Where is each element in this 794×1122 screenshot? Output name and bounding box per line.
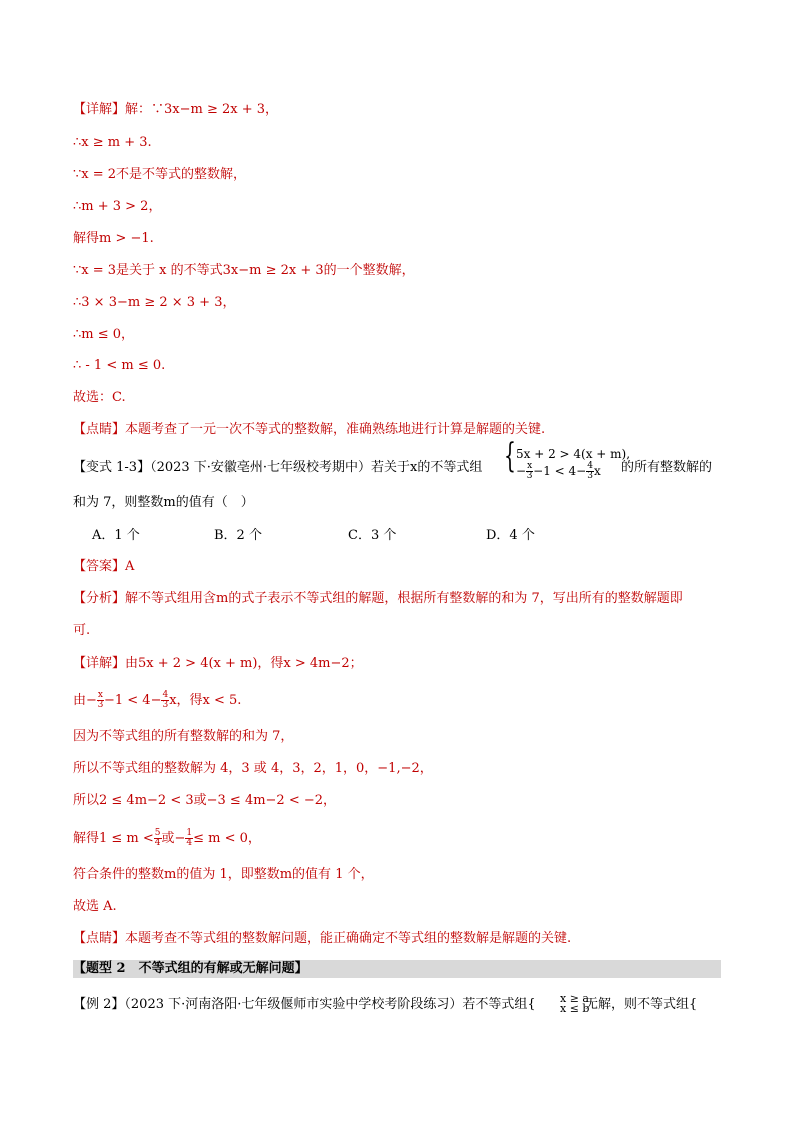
section-title: 【题型 2 不等式组的有解或无解问题】 xyxy=(73,961,308,976)
solution1-line-2: ∴x ≥ m + 3. xyxy=(73,135,152,150)
option-d: D．4 个 xyxy=(486,528,535,543)
answer-line: 【答案】A xyxy=(73,559,135,574)
detail-line-3: 因为不等式组的所有整数解的和为 7， xyxy=(73,729,294,744)
solution1-line-8: ∴m ≤ 0， xyxy=(73,327,135,342)
example2-eq-1: x ≥ a xyxy=(560,992,589,1005)
detail-line-6: 解得1 ≤ m < $\frac{5}{4}$ 或− $\frac{1}{4}$ ≤ m < 0， xyxy=(73,828,261,848)
option-a: A．1 个 xyxy=(92,528,140,543)
analysis-line-1: 【分析】解不等式组用含m的式子表示不等式组的解题，根据所有整数解的和为 7，写出所有的整数解题即 xyxy=(73,591,683,606)
detail-line-1: 【详解】由5x + 2 > 4(x + m)，得x > 4m−2； xyxy=(73,656,363,671)
option-c: C．3 个 xyxy=(348,528,397,543)
left-brace-icon: { xyxy=(504,436,516,476)
variant-eq-2: − $\frac{x}{3}$ −1 < 4− $\frac{4}{3}$ x xyxy=(516,461,601,481)
option-b: B．2 个 xyxy=(214,528,262,543)
variant-eq-1: 5x + 2 > 4(x + m), xyxy=(516,447,631,461)
detail-line-5: 所以2 ≤ 4m−2 < 3或−3 ≤ 4m−2 < −2， xyxy=(73,793,337,808)
example2-suffix: 无解，则不等式组{ xyxy=(585,997,698,1012)
variant-suffix: 的所有整数解的 xyxy=(621,460,713,475)
detail-line-8: 故选 A. xyxy=(73,899,117,914)
variant-inequality-system xyxy=(504,436,631,481)
solution1-line-5: 解得m > −1. xyxy=(73,231,154,246)
variant-options xyxy=(92,527,652,545)
variant-prefix: 【变式 1-3】（2023 下·安徽亳州·七年级校考期中）若关于x的不等式组 xyxy=(73,460,483,475)
example2-eq-2: x ≤ b xyxy=(560,1002,590,1015)
detail-line-4: 所以不等式组的整数解为 4，3 或 4，3，2，1，0，−1,−2， xyxy=(73,761,433,776)
solution1-line-10: 故选：C. xyxy=(73,390,126,405)
solution1-line-7: ∴3 × 3−m ≥ 2 × 3 + 3， xyxy=(73,295,236,310)
detail-line-2: 由− $\frac{x}{3}$ −1 < 4− $\frac{4}{3}$ x，得x < 5. xyxy=(73,690,242,710)
detail-line-7: 符合条件的整数m的值为 1，即整数m的值有 1 个， xyxy=(73,867,374,882)
solution1-comment: 【点睛】本题考查了一元一次不等式的整数解，准确熟练地进行计算是解题的关键. xyxy=(73,422,546,437)
example2-inequality-system xyxy=(553,992,590,1016)
solution1-line-9: ∴ - 1 < m ≤ 0. xyxy=(73,358,166,373)
solution1-line-6: ∵x = 3是关于 x 的不等式3x−m ≥ 2x + 3的一个整数解， xyxy=(73,263,415,278)
solution1-line-3: ∵x = 2不是不等式的整数解， xyxy=(73,167,247,182)
variant-line-2: 和为 7，则整数m的值有（ ） xyxy=(73,495,254,510)
analysis-line-2: 可. xyxy=(73,623,91,638)
solution1-line-4: ∴m + 3 > 2， xyxy=(73,199,162,214)
example2-prefix: 【例 2】（2023 下·河南洛阳·七年级偃师市实验中学校考阶段练习）若不等式组{ xyxy=(73,997,536,1012)
solution1-line-1: 【详解】解：∵3x−m ≥ 2x + 3， xyxy=(73,102,279,117)
comment-line: 【点睛】本题考查不等式组的整数解问题，能正确确定不等式组的整数解是解题的关键. xyxy=(73,931,572,946)
section-heading xyxy=(73,960,721,978)
